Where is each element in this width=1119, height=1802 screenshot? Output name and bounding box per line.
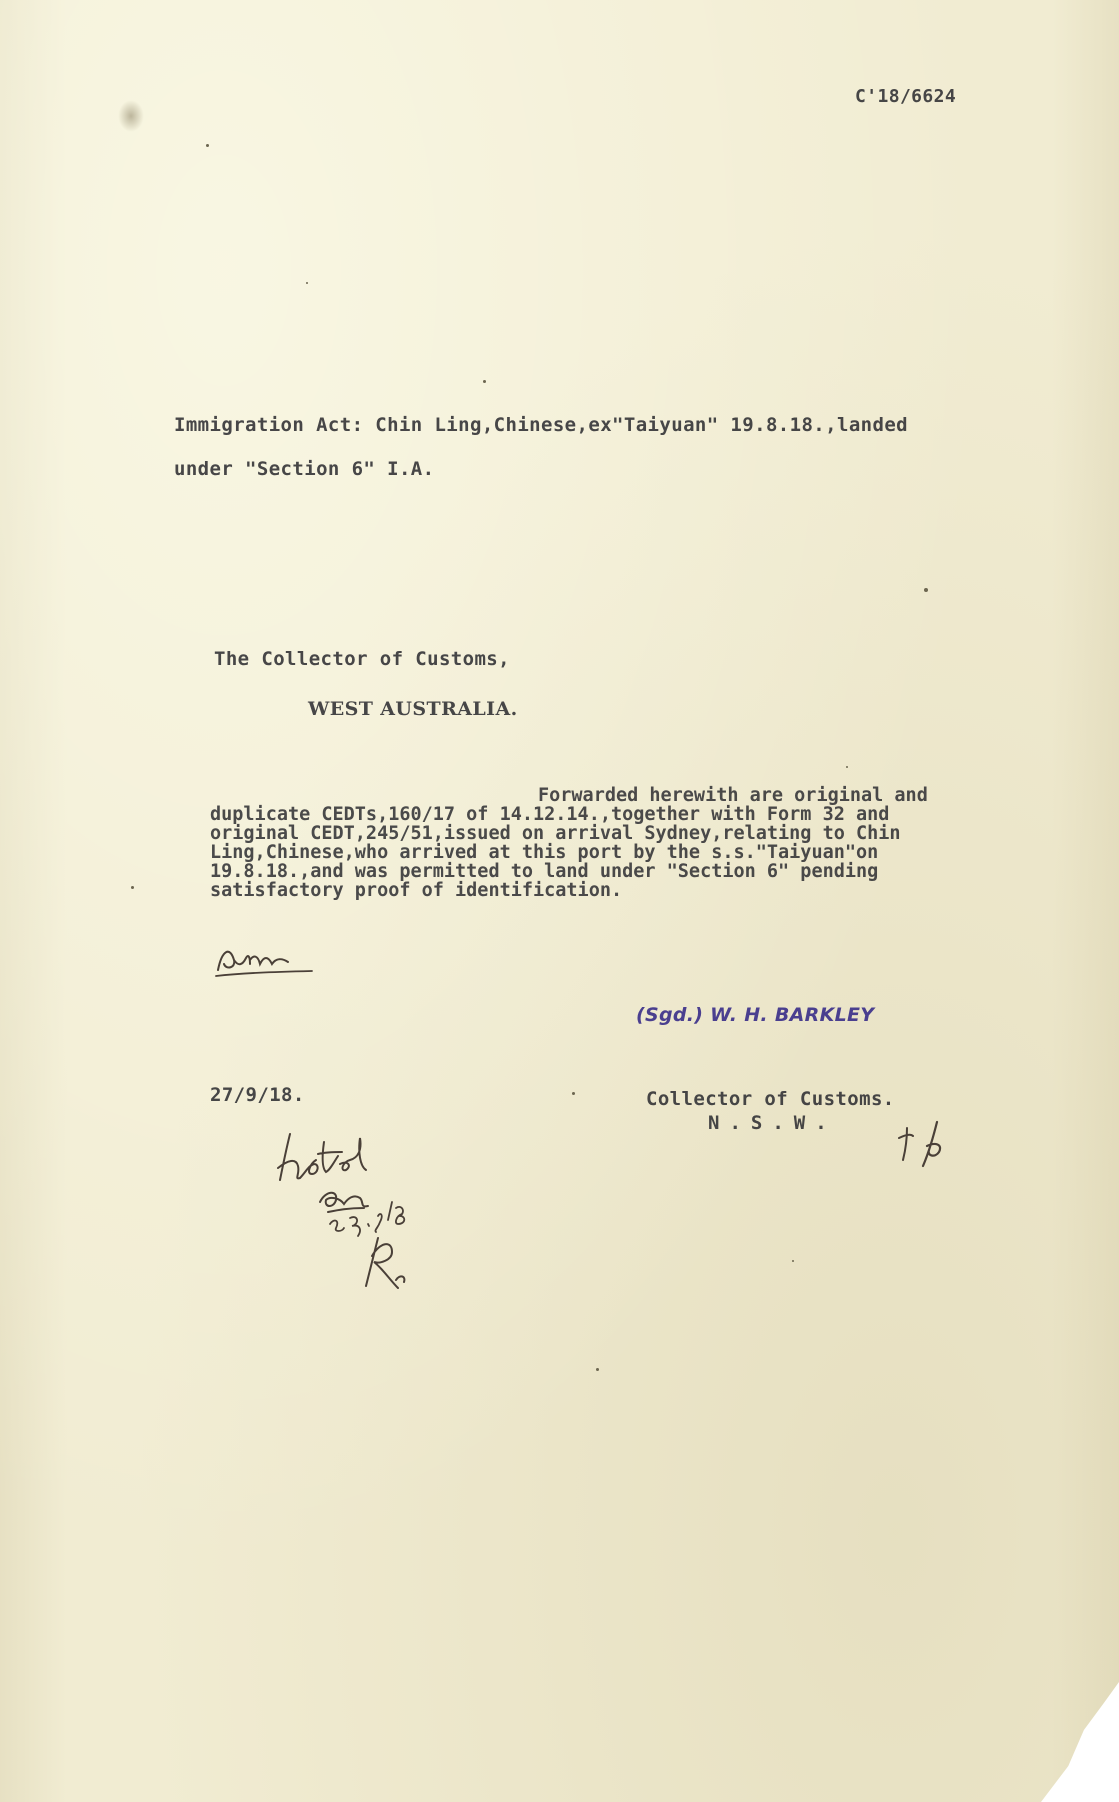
signature-stamp: (Sgd.) W. H. BARKLEY: [636, 1004, 875, 1026]
signatory-state: N.S.W.: [708, 1112, 837, 1134]
body-line-5: 19.8.18.,and was permitted to land under "Section 6" pending: [210, 861, 879, 882]
handwritten-mark: [893, 1118, 961, 1170]
paper-speck: [483, 380, 486, 383]
signatory-title: Collector of Customs.: [646, 1088, 895, 1110]
subject-line-1: Immigration Act: Chin Ling,Chinese,ex"Taiyuan" 19.8.18.,landed: [174, 414, 909, 436]
paper-speck: [792, 1260, 794, 1262]
paper-speck: [206, 144, 209, 147]
torn-corner: [1041, 1682, 1119, 1802]
paper-speck: [846, 766, 848, 768]
handwritten-notation: [268, 1120, 448, 1295]
paper-speck: [131, 886, 134, 889]
body-line-2: duplicate CEDTs,160/17 of 14.12.14.,together with Form 32 and: [210, 804, 890, 825]
paper-stain: [118, 100, 144, 132]
paper-speck: [924, 588, 928, 592]
body-line-6: satisfactory proof of identification.: [210, 880, 623, 901]
addressee-line-1: The Collector of Customs,: [214, 648, 510, 670]
body-line-4: Ling,Chinese,who arrived at this port by the s.s."Taiyuan"on: [210, 842, 879, 863]
paper-speck: [572, 1092, 575, 1095]
paper-speck: [306, 282, 308, 284]
reference-number: C'18/6624: [855, 86, 957, 107]
paper-speck: [596, 1368, 599, 1371]
subject-line-2: under "Section 6" I.A.: [174, 458, 435, 480]
date: 27/9/18.: [210, 1084, 305, 1106]
addressee-line-2: WEST AUSTRALIA.: [308, 698, 518, 720]
body-line-1: Forwarded herewith are original and: [538, 785, 928, 806]
body-line-3: original CEDT,245/51,issued on arrival Sydney,relating to Chin: [210, 823, 901, 844]
handwritten-initials: [212, 936, 330, 980]
letter-body: [210, 786, 928, 900]
